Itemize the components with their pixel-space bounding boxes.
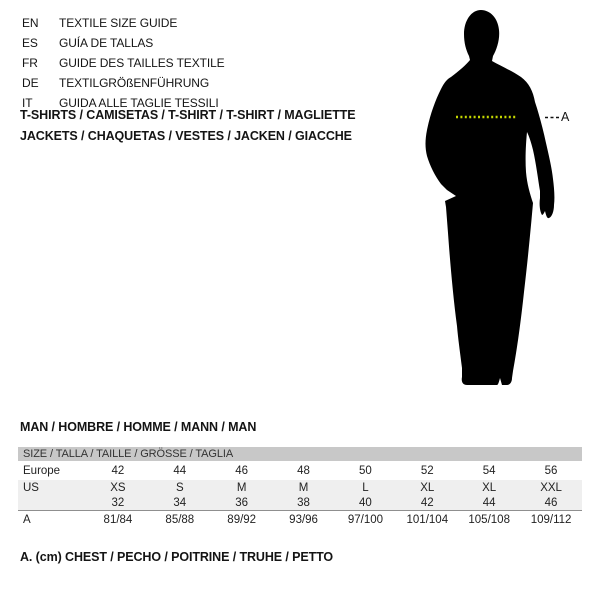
table-row-chest-measure [18, 510, 582, 529]
table-cell: XL [482, 481, 497, 494]
table-cell: 36 [235, 496, 249, 509]
language-title: TEXTILE SIZE GUIDE [59, 16, 178, 30]
table-cell: 81/84 [103, 514, 133, 526]
table-row-europe [18, 461, 582, 480]
language-row-en [22, 13, 225, 33]
category-line-jackets: JACKETS / CHAQUETAS / VESTES / JACKEN / GIACCHE [20, 129, 352, 143]
table-cell: 50 [359, 464, 372, 477]
table-cell: M [298, 481, 309, 494]
language-code: DE [22, 76, 39, 90]
table-row-alt-sizes [18, 495, 582, 510]
language-code: FR [22, 56, 38, 70]
language-title: GUÍA DE TALLAS [59, 36, 154, 50]
language-row-de [22, 73, 225, 93]
measure-point-label: A [561, 110, 570, 124]
language-title: GUIDA ALLE TAGLIE TESSILI [59, 96, 219, 110]
language-code: ES [22, 36, 38, 50]
table-cell: 44 [173, 464, 187, 477]
table-row-us [18, 480, 582, 495]
section-title-man: MAN / HOMBRE / HOMME / MANN / MAN [20, 420, 257, 434]
language-row-fr [22, 53, 225, 73]
measure-footnote: A. (cm) CHEST / PECHO / POITRINE / TRUHE / PETTO [20, 550, 334, 564]
table-cell: XL [420, 481, 435, 494]
row-label: US [23, 481, 39, 494]
table-cell: 40 [359, 496, 372, 509]
language-code: IT [22, 96, 33, 110]
language-title: TEXTILGRÖßENFÜHRUNG [59, 76, 210, 90]
table-cell: 105/108 [468, 514, 510, 526]
table-cell: 44 [482, 496, 496, 509]
table-cell: 89/92 [227, 514, 257, 526]
language-title: GUIDE DES TAILLES TEXTILE [59, 56, 225, 70]
table-cell: 97/100 [347, 514, 384, 526]
table-cell: 42 [420, 496, 434, 509]
table-cell: M [236, 481, 247, 494]
size-table [18, 447, 582, 529]
table-cell: 48 [297, 464, 310, 477]
language-code: EN [22, 16, 39, 30]
table-cell: 93/96 [289, 514, 318, 526]
table-cell: 42 [111, 464, 125, 477]
category-line-tshirts: T-SHIRTS / CAMISETAS / T-SHIRT / T-SHIRT / MAGLIETTE [20, 108, 356, 122]
category-lines [20, 105, 356, 147]
table-cell: XS [110, 481, 126, 494]
man-silhouette [426, 10, 555, 385]
table-cell: 56 [544, 464, 558, 477]
table-cell: 46 [544, 496, 558, 509]
man-silhouette-figure [400, 0, 600, 400]
table-cell: L [362, 481, 369, 494]
table-cell: S [175, 481, 184, 494]
language-row-es [22, 33, 225, 53]
table-cell: 109/112 [530, 514, 572, 526]
size-table-header: SIZE / TALLA / TAILLE / GRÖSSE / TAGLIA [18, 447, 582, 461]
table-cell: 101/104 [406, 514, 449, 526]
table-cell: 46 [235, 464, 249, 477]
table-cell: 34 [173, 496, 187, 509]
table-cell: XXL [540, 481, 562, 494]
table-cell: 85/88 [165, 514, 195, 526]
row-label: Europe [23, 464, 61, 477]
table-cell: 32 [111, 496, 125, 509]
table-cell: 52 [420, 464, 434, 477]
language-list [22, 13, 225, 113]
row-label: A [23, 514, 31, 526]
table-cell: 38 [297, 496, 310, 509]
table-cell: 54 [482, 464, 496, 477]
